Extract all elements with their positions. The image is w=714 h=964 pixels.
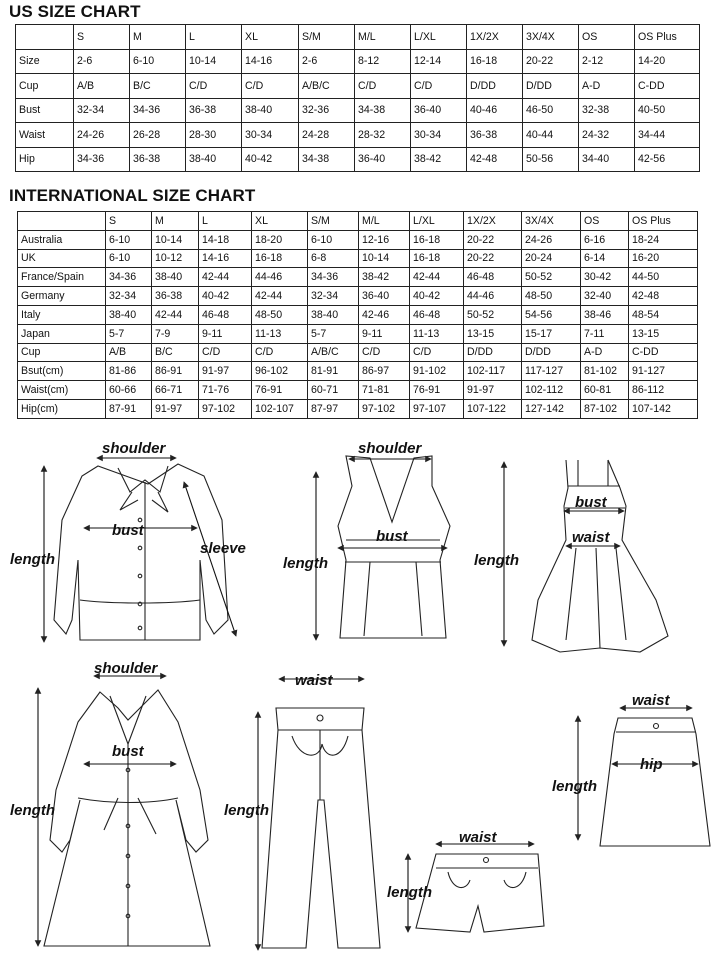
row-label-cell: France/Spain <box>18 268 106 287</box>
shorts-length-label: length <box>387 884 432 901</box>
table-cell: 127-142 <box>522 399 581 418</box>
table-cell: 12-16 <box>359 230 410 249</box>
column-header-cell: S <box>74 25 130 50</box>
table-row <box>16 98 700 123</box>
column-header-cell: XL <box>252 212 308 231</box>
shorts-waist-label: waist <box>459 829 497 846</box>
table-cell: 15-17 <box>522 324 581 343</box>
table-cell: C-DD <box>635 74 700 99</box>
table-cell: A-D <box>581 343 629 362</box>
intl-size-table <box>17 211 698 419</box>
table-cell: 66-71 <box>152 381 199 400</box>
table-cell: 5-7 <box>106 324 152 343</box>
table-cell: 46-48 <box>464 268 522 287</box>
table-cell: 50-52 <box>464 305 522 324</box>
table-cell: 76-91 <box>410 381 464 400</box>
table-cell: 50-52 <box>522 268 581 287</box>
tank-shoulder-label: shoulder <box>358 440 422 457</box>
table-cell: 42-48 <box>467 147 523 172</box>
row-label-cell: Bsut(cm) <box>18 362 106 381</box>
table-cell: 38-42 <box>411 147 467 172</box>
table-row <box>18 399 698 418</box>
table-header-row <box>18 212 698 231</box>
table-cell: 40-42 <box>242 147 299 172</box>
table-row <box>18 362 698 381</box>
table-cell: 102-117 <box>464 362 522 381</box>
table-cell: 48-54 <box>629 305 698 324</box>
table-cell: 34-36 <box>74 147 130 172</box>
table-cell: 91-97 <box>199 362 252 381</box>
table-cell: 10-14 <box>152 230 199 249</box>
table-cell: 38-40 <box>186 147 242 172</box>
table-cell: C/D <box>411 74 467 99</box>
table-cell: C/D <box>186 74 242 99</box>
table-row <box>16 123 700 148</box>
table-cell: 97-102 <box>199 399 252 418</box>
table-cell: 24-26 <box>74 123 130 148</box>
table-cell: 6-10 <box>106 230 152 249</box>
table-cell: C-DD <box>629 343 698 362</box>
shirt-sleeve-label: sleeve <box>200 540 246 557</box>
table-cell: 54-56 <box>522 305 581 324</box>
column-header-cell: OS Plus <box>629 212 698 231</box>
table-cell: 71-76 <box>199 381 252 400</box>
table-cell: 14-16 <box>199 249 252 268</box>
table-cell: 42-56 <box>635 147 700 172</box>
table-cell: 48-50 <box>522 287 581 306</box>
table-cell: C/D <box>359 343 410 362</box>
table-cell: 30-42 <box>581 268 629 287</box>
table-cell: 91-102 <box>410 362 464 381</box>
table-cell: 42-48 <box>629 287 698 306</box>
table-cell: 32-38 <box>579 98 635 123</box>
table-cell: 97-102 <box>359 399 410 418</box>
table-cell: 102-107 <box>252 399 308 418</box>
table-cell: 11-13 <box>410 324 464 343</box>
table-cell: 107-142 <box>629 399 698 418</box>
table-cell: 18-20 <box>252 230 308 249</box>
column-header-cell: S/M <box>299 25 355 50</box>
table-cell: 46-48 <box>199 305 252 324</box>
table-cell: 16-18 <box>410 249 464 268</box>
table-cell: 34-38 <box>299 147 355 172</box>
table-cell: 44-46 <box>464 287 522 306</box>
table-cell: 6-10 <box>130 49 186 74</box>
table-cell: 6-10 <box>106 249 152 268</box>
table-cell: 36-38 <box>186 98 242 123</box>
intl-chart-title: INTERNATIONAL SIZE CHART <box>9 186 256 205</box>
table-cell: 81-86 <box>106 362 152 381</box>
table-row <box>18 343 698 362</box>
table-cell: 38-40 <box>242 98 299 123</box>
table-cell: 30-34 <box>242 123 299 148</box>
table-cell: C/D <box>199 343 252 362</box>
shorts-drawing <box>416 854 544 932</box>
column-header-cell: L/XL <box>411 25 467 50</box>
table-cell: 34-40 <box>579 147 635 172</box>
table-cell: 46-48 <box>410 305 464 324</box>
table-row <box>16 147 700 172</box>
table-cell: B/C <box>130 74 186 99</box>
column-header-cell: 3X/4X <box>523 25 579 50</box>
table-row <box>18 249 698 268</box>
table-cell: 44-46 <box>252 268 308 287</box>
column-header-cell: OS <box>579 25 635 50</box>
table-cell: 87-102 <box>581 399 629 418</box>
table-row <box>18 381 698 400</box>
pants-waist-label: waist <box>295 672 333 689</box>
table-cell: 16-18 <box>410 230 464 249</box>
table-cell: D/DD <box>467 74 523 99</box>
table-header-row <box>16 25 700 50</box>
skirt-length-label: length <box>552 778 597 795</box>
table-cell: 8-12 <box>355 49 411 74</box>
table-cell: A/B <box>74 74 130 99</box>
row-label-cell: Bust <box>16 98 74 123</box>
table-cell: 2-6 <box>74 49 130 74</box>
table-cell: 87-91 <box>106 399 152 418</box>
table-cell: 44-50 <box>629 268 698 287</box>
table-cell: 42-44 <box>199 268 252 287</box>
table-cell: 34-36 <box>130 98 186 123</box>
column-header-cell: S/M <box>308 212 359 231</box>
column-header-cell: L <box>199 212 252 231</box>
table-cell: 10-12 <box>152 249 199 268</box>
table-cell: 40-42 <box>199 287 252 306</box>
row-label-cell: Cup <box>16 74 74 99</box>
coat-length-label: length <box>10 802 55 819</box>
row-label-cell <box>18 212 106 231</box>
us-size-table <box>15 24 700 172</box>
table-cell: 20-22 <box>523 49 579 74</box>
table-cell: 87-97 <box>308 399 359 418</box>
column-header-cell: 3X/4X <box>522 212 581 231</box>
table-cell: 36-40 <box>355 147 411 172</box>
table-cell: 2-12 <box>579 49 635 74</box>
skirt-hip-label: hip <box>640 756 663 773</box>
table-cell: A-D <box>579 74 635 99</box>
column-header-cell: M/L <box>359 212 410 231</box>
column-header-cell: OS Plus <box>635 25 700 50</box>
table-cell: 16-18 <box>467 49 523 74</box>
column-header-cell: OS <box>581 212 629 231</box>
table-cell: 20-24 <box>522 249 581 268</box>
table-cell: 5-7 <box>308 324 359 343</box>
table-cell: 86-112 <box>629 381 698 400</box>
table-cell: 16-20 <box>629 249 698 268</box>
shirt-shoulder-label: shoulder <box>102 440 166 457</box>
table-cell: 38-40 <box>106 305 152 324</box>
column-header-cell: 1X/2X <box>467 25 523 50</box>
table-row <box>16 74 700 99</box>
table-cell: 38-42 <box>359 268 410 287</box>
table-cell: 20-22 <box>464 249 522 268</box>
table-cell: 6-16 <box>581 230 629 249</box>
table-cell: 40-50 <box>635 98 700 123</box>
row-label-cell: Italy <box>18 305 106 324</box>
table-cell: 34-44 <box>635 123 700 148</box>
table-cell: 32-34 <box>308 287 359 306</box>
table-cell: C/D <box>410 343 464 362</box>
table-row <box>18 287 698 306</box>
table-row <box>16 49 700 74</box>
table-cell: 34-36 <box>106 268 152 287</box>
row-label-cell <box>16 25 74 50</box>
table-cell: 91-127 <box>629 362 698 381</box>
tank-drawing <box>338 456 450 638</box>
shirt-bust-label: bust <box>112 522 144 539</box>
table-cell: 97-107 <box>410 399 464 418</box>
dress-waist-label: waist <box>572 529 610 546</box>
table-cell: 36-40 <box>359 287 410 306</box>
table-cell: 107-122 <box>464 399 522 418</box>
table-cell: 9-11 <box>199 324 252 343</box>
shirt-length-label: length <box>10 551 55 568</box>
table-cell: 91-97 <box>152 399 199 418</box>
table-cell: 20-22 <box>464 230 522 249</box>
table-cell: C/D <box>252 343 308 362</box>
table-cell: 6-14 <box>581 249 629 268</box>
table-cell: 28-32 <box>355 123 411 148</box>
table-cell: 16-18 <box>252 249 308 268</box>
row-label-cell: Waist <box>16 123 74 148</box>
skirt-drawing <box>600 718 710 846</box>
table-cell: 71-81 <box>359 381 410 400</box>
column-header-cell: M <box>152 212 199 231</box>
table-cell: 7-9 <box>152 324 199 343</box>
column-header-cell: L/XL <box>410 212 464 231</box>
table-cell: D/DD <box>464 343 522 362</box>
table-cell: 34-36 <box>308 268 359 287</box>
row-label-cell: Size <box>16 49 74 74</box>
table-cell: 96-102 <box>252 362 308 381</box>
table-cell: 36-38 <box>467 123 523 148</box>
table-cell: D/DD <box>522 343 581 362</box>
table-cell: 86-91 <box>152 362 199 381</box>
tank-length-label: length <box>283 555 328 572</box>
table-cell: 12-14 <box>411 49 467 74</box>
column-header-cell: S <box>106 212 152 231</box>
coat-shoulder-label: shoulder <box>94 660 158 677</box>
table-cell: 24-32 <box>579 123 635 148</box>
dress-length-label: length <box>474 552 519 569</box>
row-label-cell: Waist(cm) <box>18 381 106 400</box>
table-cell: 18-24 <box>629 230 698 249</box>
column-header-cell: XL <box>242 25 299 50</box>
table-cell: 13-15 <box>629 324 698 343</box>
table-cell: 50-56 <box>523 147 579 172</box>
pants-length-label: length <box>224 802 269 819</box>
table-cell: 30-34 <box>411 123 467 148</box>
table-cell: 42-44 <box>152 305 199 324</box>
row-label-cell: Australia <box>18 230 106 249</box>
table-cell: 14-20 <box>635 49 700 74</box>
table-cell: 9-11 <box>359 324 410 343</box>
table-cell: 86-97 <box>359 362 410 381</box>
table-cell: 11-13 <box>252 324 308 343</box>
dress-drawing <box>532 460 668 652</box>
table-cell: 32-34 <box>74 98 130 123</box>
table-cell: 32-34 <box>106 287 152 306</box>
table-cell: 32-40 <box>581 287 629 306</box>
table-cell: 36-38 <box>130 147 186 172</box>
table-cell: 102-112 <box>522 381 581 400</box>
table-cell: 38-40 <box>308 305 359 324</box>
table-cell: 6-10 <box>308 230 359 249</box>
table-cell: 60-81 <box>581 381 629 400</box>
pants-drawing <box>262 708 380 948</box>
table-cell: 46-50 <box>523 98 579 123</box>
row-label-cell: Hip(cm) <box>18 399 106 418</box>
table-cell: 7-11 <box>581 324 629 343</box>
table-cell: 34-38 <box>355 98 411 123</box>
coat-drawing <box>44 690 210 946</box>
table-cell: A/B/C <box>299 74 355 99</box>
row-label-cell: UK <box>18 249 106 268</box>
table-cell: 24-28 <box>299 123 355 148</box>
table-row <box>18 230 698 249</box>
table-cell: D/DD <box>523 74 579 99</box>
dress-bust-label: bust <box>575 494 607 511</box>
table-cell: 42-44 <box>252 287 308 306</box>
row-label-cell: Germany <box>18 287 106 306</box>
table-cell: 10-14 <box>359 249 410 268</box>
table-cell: 28-30 <box>186 123 242 148</box>
us-chart-title: US SIZE CHART <box>9 2 141 21</box>
table-cell: 6-8 <box>308 249 359 268</box>
column-header-cell: M/L <box>355 25 411 50</box>
table-cell: 48-50 <box>252 305 308 324</box>
table-cell: 36-38 <box>152 287 199 306</box>
table-cell: 81-91 <box>308 362 359 381</box>
coat-bust-label: bust <box>112 743 144 760</box>
table-cell: 91-97 <box>464 381 522 400</box>
table-cell: 42-46 <box>359 305 410 324</box>
table-cell: 24-26 <box>522 230 581 249</box>
column-header-cell: L <box>186 25 242 50</box>
table-cell: 14-18 <box>199 230 252 249</box>
table-cell: 36-40 <box>411 98 467 123</box>
table-cell: A/B <box>106 343 152 362</box>
shirt-sleeve-arrow <box>184 482 236 636</box>
table-cell: 13-15 <box>464 324 522 343</box>
table-cell: 14-16 <box>242 49 299 74</box>
table-cell: 38-46 <box>581 305 629 324</box>
table-cell: 60-71 <box>308 381 359 400</box>
table-cell: 38-40 <box>152 268 199 287</box>
table-cell: 42-44 <box>410 268 464 287</box>
table-cell: B/C <box>152 343 199 362</box>
column-header-cell: 1X/2X <box>464 212 522 231</box>
table-cell: 40-42 <box>410 287 464 306</box>
tank-bust-label: bust <box>376 528 408 545</box>
table-cell: 2-6 <box>299 49 355 74</box>
skirt-waist-label: waist <box>632 692 670 709</box>
column-header-cell: M <box>130 25 186 50</box>
table-cell: C/D <box>242 74 299 99</box>
table-cell: 40-44 <box>523 123 579 148</box>
row-label-cell: Japan <box>18 324 106 343</box>
table-cell: 40-46 <box>467 98 523 123</box>
row-label-cell: Cup <box>18 343 106 362</box>
table-cell: 10-14 <box>186 49 242 74</box>
table-cell: C/D <box>355 74 411 99</box>
table-row <box>18 324 698 343</box>
table-cell: 117-127 <box>522 362 581 381</box>
table-cell: 60-66 <box>106 381 152 400</box>
table-cell: 26-28 <box>130 123 186 148</box>
table-row <box>18 305 698 324</box>
table-row <box>18 268 698 287</box>
table-cell: 76-91 <box>252 381 308 400</box>
row-label-cell: Hip <box>16 147 74 172</box>
table-cell: 32-36 <box>299 98 355 123</box>
table-cell: A/B/C <box>308 343 359 362</box>
table-cell: 81-102 <box>581 362 629 381</box>
